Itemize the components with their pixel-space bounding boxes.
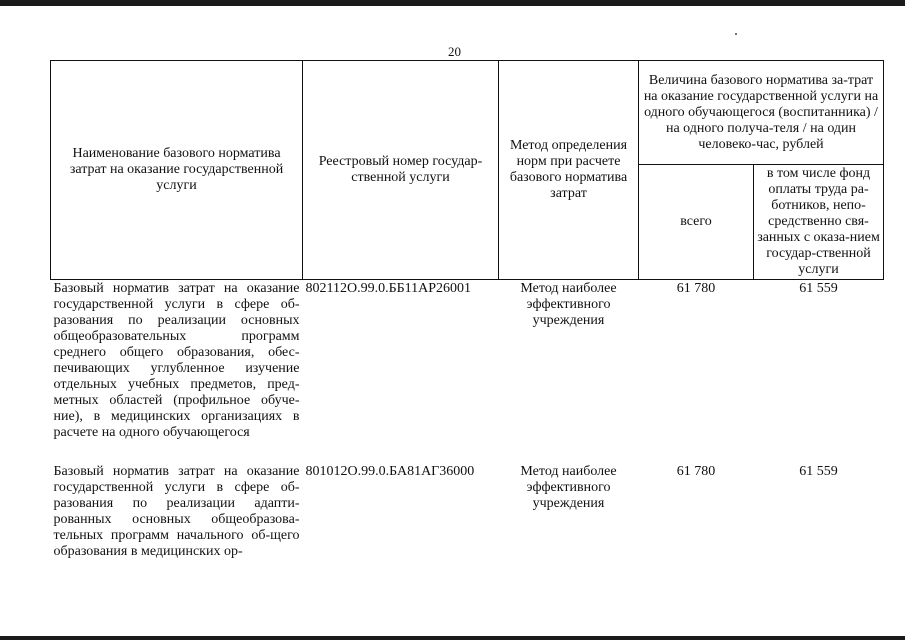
including-payroll-cell: 61 559 <box>799 464 838 479</box>
header-norm-name: Наименование базового норматива затрат на оказание государственной услуги <box>51 61 303 280</box>
cost-norms-table <box>50 60 884 560</box>
including-payroll-cell: 61 559 <box>799 281 838 296</box>
table-row <box>51 280 884 452</box>
header-method: Метод определения норм при расчете базового норматива затрат <box>499 61 639 280</box>
header-registry-number: Реестровый номер государ-ственной услуги <box>303 61 499 280</box>
total-cell: 61 780 <box>676 281 716 296</box>
header-including-payroll: в том числе фонд оплаты труда ра-ботников, непо-средственно свя-занных с оказа-нием государ-ственной услуги <box>754 165 884 280</box>
header-row-1 <box>51 61 884 165</box>
registry-number-cell: 802112О.99.0.ББ11АР26001 <box>305 281 472 296</box>
scan-speck <box>735 33 737 35</box>
method-cell: Метод наиболее эффективного учреждения <box>520 281 617 328</box>
registry-number-cell: 801012О.99.0.БА81АГ36000 <box>305 464 475 479</box>
scan-edge-bottom <box>0 636 905 640</box>
total-cell: 61 780 <box>676 464 716 479</box>
norm-name-cell: Базовый норматив затрат на оказание государственной услуги в сфере об-разования по реализации основных общеобразовательных программ среднего общего образования, обес-печивающих углубленное изучение отдельных учебных предметов, пред-метных областей (профильное обуче-ние), в медицинских организациях в расчете на одного обучающегося <box>53 281 300 440</box>
norm-name-cell: Базовый норматив затрат на оказание государственной услуги в сфере об-разования по реализации адапти-рованных основных общеобразова-тельных программ начального об-щего образования в медицинских ор- <box>53 464 300 559</box>
page-number: 20 <box>448 44 461 59</box>
scan-edge-top <box>0 0 905 6</box>
method-cell: Метод наиболее эффективного учреждения <box>520 464 617 511</box>
header-norm-value: Величина базового норматива за-трат на оказание государственной услуги на одного обучающегося (воспитанника) / на одного получа-теля / на один человеко-час, рублей <box>639 61 884 165</box>
header-total: всего <box>639 165 754 280</box>
table-row <box>51 451 884 560</box>
